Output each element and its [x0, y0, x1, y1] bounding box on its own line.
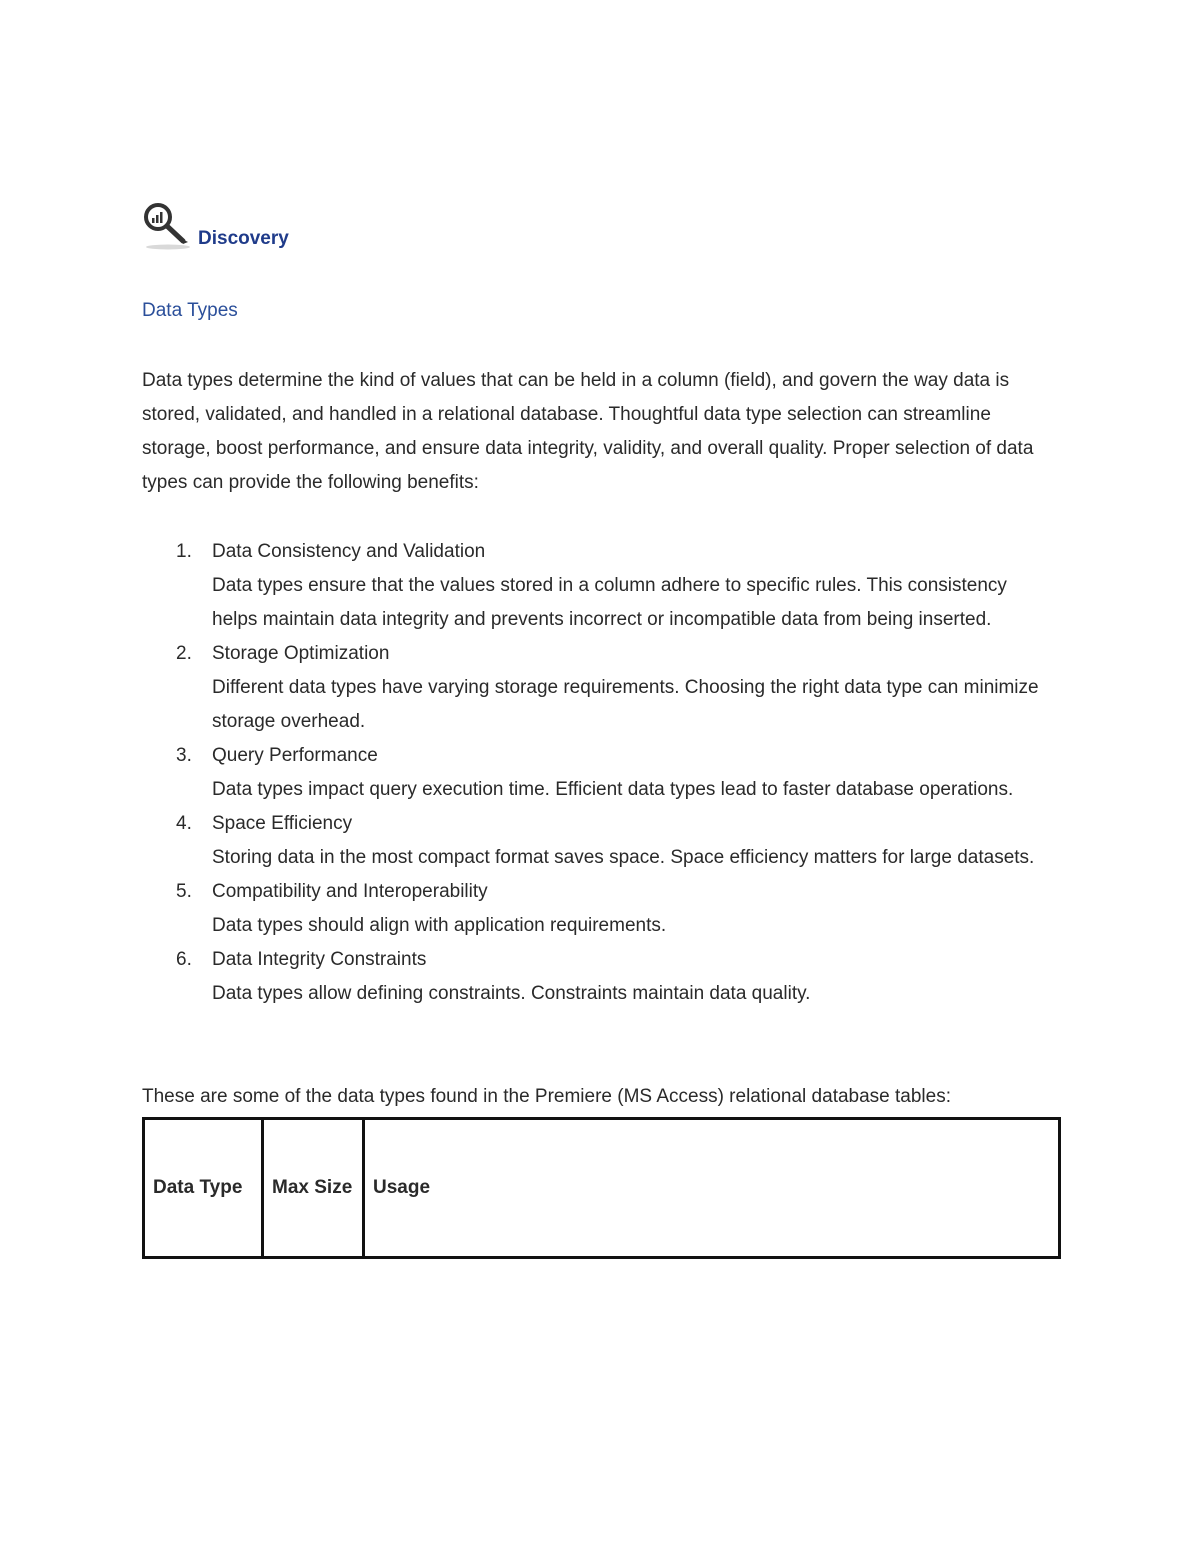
list-item-title: Data Consistency and Validation	[212, 541, 486, 562]
table-caption: These are some of the data types found in the Premiere (MS Access) relational database tables:	[142, 1086, 951, 1107]
list-item-title: Storage Optimization	[212, 643, 390, 664]
benefits-list	[142, 535, 1057, 1011]
list-item-description: Data types allow defining constraints. Constraints maintain data quality.	[212, 983, 811, 1004]
list-item	[142, 739, 1057, 807]
table-header-row	[144, 1119, 1060, 1258]
list-item-description: Data types ensure that the values stored in a column adhere to specific rules. This consistency helps maintain data integrity and prevents incorrect or incompatible data from being inserted.	[212, 575, 1007, 630]
header-usage: Usage	[364, 1119, 1060, 1258]
header-max-size: Max Size	[263, 1119, 364, 1258]
magnifier-chart-icon	[142, 200, 192, 252]
list-item-number: 2.	[176, 643, 192, 664]
list-item-number: 3.	[176, 745, 192, 766]
list-item-number: 4.	[176, 813, 192, 834]
section-title: Data Types	[142, 300, 238, 321]
list-item	[142, 807, 1057, 875]
list-item-description: Data types impact query execution time. Efficient data types lead to faster database operations.	[212, 779, 1014, 800]
list-item	[142, 637, 1057, 739]
list-item-number: 1.	[176, 541, 192, 562]
header-data-type: Data Type	[144, 1119, 263, 1258]
discovery-label: Discovery	[198, 228, 289, 249]
list-item-number: 6.	[176, 949, 192, 970]
list-item	[142, 535, 1057, 637]
list-item-title: Query Performance	[212, 745, 378, 766]
discovery-header	[142, 198, 289, 252]
list-item	[142, 875, 1057, 943]
list-item	[142, 943, 1057, 1011]
list-item-title: Compatibility and Interoperability	[212, 881, 488, 902]
list-item-title: Space Efficiency	[212, 813, 353, 834]
data-types-table	[142, 1117, 1061, 1259]
list-item-description: Data types should align with application requirements.	[212, 915, 667, 936]
list-item-description: Different data types have varying storage requirements. Choosing the right data type can minimize storage overhead.	[212, 677, 1039, 732]
list-item-description: Storing data in the most compact format saves space. Space efficiency matters for large datasets.	[212, 847, 1035, 868]
list-item-title: Data Integrity Constraints	[212, 949, 427, 970]
intro-paragraph: Data types determine the kind of values that can be held in a column (field), and govern the way data is stored, validated, and handled in a relational database. Thoughtful data type selection can streamline storage, boost performance, and ensure data integrity, validity, and overall quality. Proper selection of data types can provide the following benefits:	[142, 370, 1034, 493]
list-item-number: 5.	[176, 881, 192, 902]
